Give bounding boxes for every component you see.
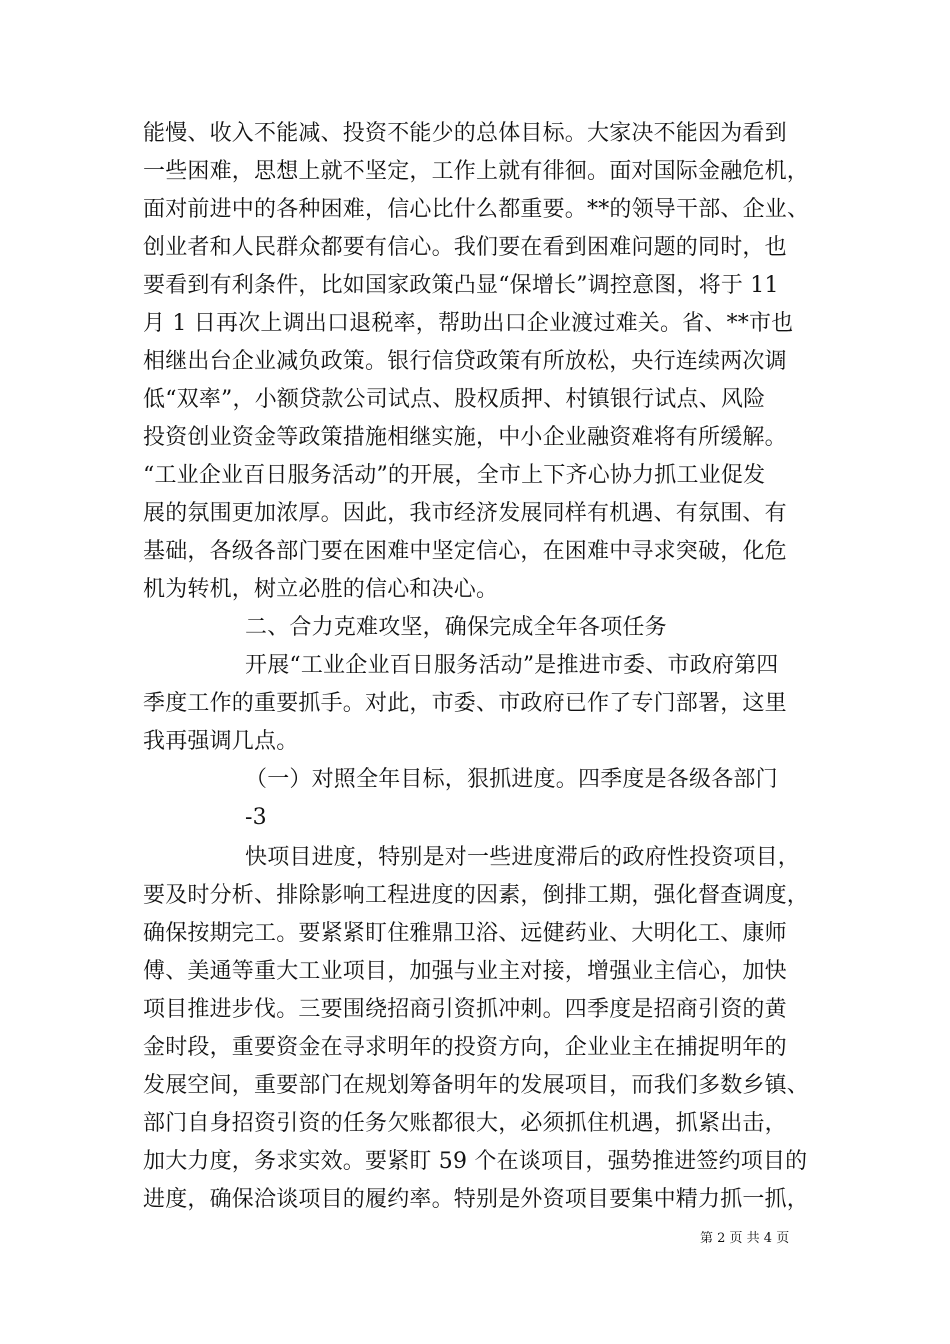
body-line: 能慢、收入不能减、投资不能少的总体目标。大家决不能因为看到 xyxy=(143,121,787,146)
body-line: 快项目进度，特别是对一些进度滞后的政府性投资项目， xyxy=(245,845,801,870)
body-line: 进度，确保洽谈项目的履约率。特别是外资项目要集中精力抓一抓， xyxy=(143,1187,810,1212)
body-line: 面对前进中的各种困难，信心比什么都重要。**的领导干部、企业、 xyxy=(143,197,810,222)
body-line: 傅、美通等重大工业项目，加强与业主对接，增强业主信心，加快 xyxy=(143,959,787,984)
body-line: 创业者和人民群众都要有信心。我们要在看到困难问题的同时，也 xyxy=(143,235,787,260)
body-line: 加大力度，务求实效。要紧盯 59 个在谈项目，强势推进签约项目的 xyxy=(143,1149,808,1174)
body-line: 低“双率”，小额贷款公司试点、股权质押、村镇银行试点、风险 xyxy=(143,387,766,412)
body-line: 展的氛围更加浓厚。因此，我市经济发展同样有机遇、有氛围、有 xyxy=(143,501,787,526)
body-line: 部门自身招资引资的任务欠账都很大，必须抓住机遇，抓紧出击， xyxy=(143,1111,787,1136)
body-line: 月 1 日再次上调出口退税率，帮助出口企业渡过难关。省、**市也 xyxy=(143,311,794,336)
body-line: 季度工作的重要抓手。对此，市委、市政府已作了专门部署，这里 xyxy=(143,691,787,716)
body-line: 基础，各级各部门要在困难中坚定信心，在困难中寻求突破，化危 xyxy=(143,539,787,564)
body-line: “工业企业百日服务活动”的开展，全市上下齐心协力抓工业促发 xyxy=(143,463,766,488)
body-line: 要看到有利条件，比如国家政策凸显“保增长”调控意图，将于 11 xyxy=(143,273,779,298)
subheading: （一）对照全年目标，狠抓进度。四季度是各级各部门 xyxy=(245,767,778,792)
section-heading: 二、合力克难攻坚，确保完成全年各项任务 xyxy=(245,615,667,640)
page-marker: -3 xyxy=(245,805,267,830)
body-line: 项目推进步伐。三要围绕招商引资抓冲刺。四季度是招商引资的黄 xyxy=(143,997,787,1022)
body-line: 一些困难，思想上就不坚定，工作上就有徘徊。面对国际金融危机， xyxy=(143,159,810,184)
body-line: 相继出台企业减负政策。银行信贷政策有所放松，央行连续两次调 xyxy=(143,349,787,374)
body-line: 发展空间，重要部门在规划筹备明年的发展项目，而我们多数乡镇、 xyxy=(143,1073,810,1098)
page-footer: 第 2 页 共 4 页 xyxy=(700,1231,790,1246)
body-line: 金时段，重要资金在寻求明年的投资方向，企业业主在捕捉明年的 xyxy=(143,1035,787,1060)
body-line: 机为转机，树立必胜的信心和决心。 xyxy=(143,577,499,602)
body-line: 确保按期完工。要紧紧盯住雅鼎卫浴、远健药业、大明化工、康师 xyxy=(143,921,787,946)
body-line: 投资创业资金等政策措施相继实施，中小企业融资难将有所缓解。 xyxy=(143,425,787,450)
body-line: 我再强调几点。 xyxy=(143,729,299,754)
body-line: 开展“工业企业百日服务活动”是推进市委、市政府第四 xyxy=(245,653,779,678)
body-line: 要及时分析、排除影响工程进度的因素，倒排工期，强化督查调度， xyxy=(143,883,810,908)
